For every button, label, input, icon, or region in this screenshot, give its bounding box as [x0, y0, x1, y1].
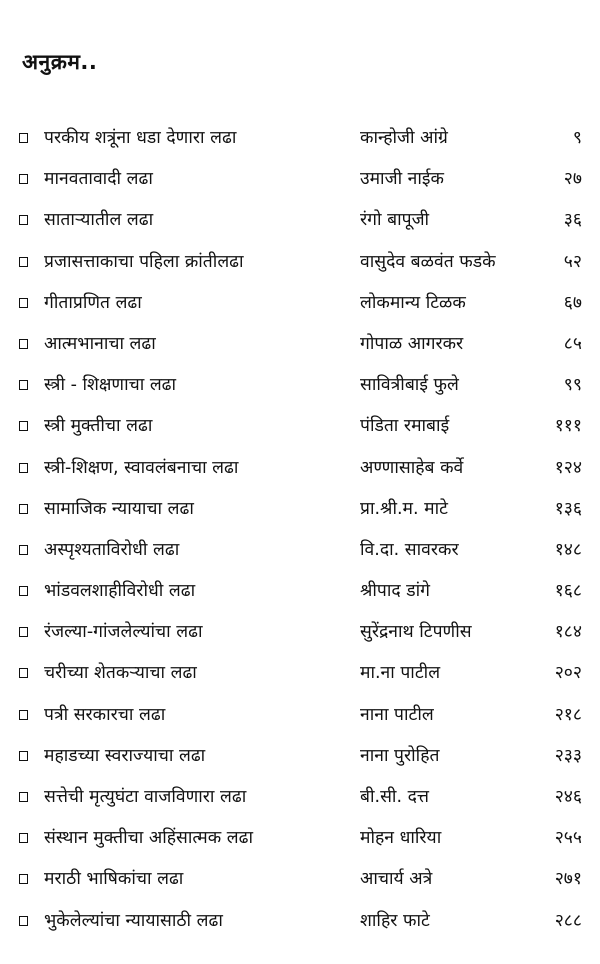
- entry-page-number: ८५: [563, 333, 582, 354]
- entry-title: अस्पृश्यताविरोधी लढा: [44, 539, 180, 560]
- entry-title: प्रजासत्ताकाचा पहिला क्रांतीलढा: [44, 251, 244, 272]
- toc-entry: [0, 818, 600, 859]
- entry-page-number: २७१: [554, 869, 582, 890]
- entry-title: स्त्री-शिक्षण, स्वावलंबनाचा लढा: [44, 457, 239, 478]
- toc-entry: [0, 736, 600, 777]
- entry-author: वि.दा. सावरकर: [360, 539, 459, 560]
- entry-page-number: २५५: [554, 828, 582, 849]
- entry-author: मोहन धारिया: [360, 828, 442, 849]
- entry-author: शाहिर फाटे: [360, 910, 430, 931]
- entry-page-number: २८८: [554, 910, 582, 931]
- square-bullet-icon: [19, 339, 28, 349]
- toc-entry: [0, 283, 600, 324]
- toc-entry: [0, 242, 600, 283]
- toc-entry: [0, 653, 600, 694]
- toc-entry: [0, 406, 600, 447]
- toc-heading: अनुक्रम..: [22, 50, 98, 74]
- toc-entry: [0, 777, 600, 818]
- entry-author: रंगो बापूजी: [360, 210, 430, 231]
- square-bullet-icon: [19, 174, 28, 184]
- entry-title: भांडवलशाहीविरोधी लढा: [44, 581, 196, 602]
- toc-entry: [0, 530, 600, 571]
- entry-page-number: २३३: [554, 745, 582, 766]
- entry-author: मा.ना पाटील: [360, 663, 441, 684]
- entry-title: परकीय शत्रूंना धडा देणारा लढा: [44, 128, 237, 148]
- toc-entry: [0, 612, 600, 653]
- entry-author: वासुदेव बळवंत फडके: [360, 251, 496, 272]
- entry-author: नाना पाटील: [360, 704, 434, 725]
- toc-entry: [0, 324, 600, 365]
- toc-entry: [0, 859, 600, 900]
- entry-title: स्त्री - शिक्षणाचा लढा: [44, 375, 177, 396]
- square-bullet-icon: [19, 215, 28, 225]
- square-bullet-icon: [19, 668, 28, 678]
- square-bullet-icon: [19, 257, 28, 267]
- entry-author: श्रीपाद डांगे: [360, 581, 430, 602]
- entry-page-number: २१८: [554, 704, 582, 725]
- entry-author: सावित्रीबाई फुले: [360, 375, 459, 396]
- entry-page-number: १११: [554, 416, 582, 437]
- entry-author: आचार्य अत्रे: [360, 869, 433, 890]
- square-bullet-icon: [19, 504, 28, 514]
- entry-page-number: १२४: [554, 457, 582, 478]
- entry-title: स्त्री मुक्तीचा लढा: [44, 416, 153, 437]
- entry-page-number: १३६: [554, 498, 582, 519]
- entry-author: अण्णासाहेब कर्वे: [360, 457, 464, 478]
- square-bullet-icon: [19, 421, 28, 431]
- toc-entry: [0, 448, 600, 489]
- entry-page-number: १८४: [554, 622, 582, 643]
- square-bullet-icon: [19, 545, 28, 555]
- entry-page-number: १६८: [554, 581, 582, 602]
- entry-author: गोपाळ आगरकर: [360, 333, 464, 354]
- toc-entry: [0, 365, 600, 406]
- entry-page-number: २७: [563, 169, 582, 190]
- entry-author: प्रा.श्री.म. माटे: [360, 498, 448, 519]
- square-bullet-icon: [19, 133, 28, 143]
- entry-title: सामाजिक न्यायाचा लढा: [44, 498, 194, 519]
- entry-page-number: २०२: [554, 663, 582, 684]
- entry-author: कान्होजी आंग्रे: [360, 128, 448, 148]
- square-bullet-icon: [19, 586, 28, 596]
- entry-page-number: ९९: [563, 375, 582, 396]
- square-bullet-icon: [19, 627, 28, 637]
- toc-entry: [0, 489, 600, 530]
- entry-title: चरीच्या शेतकऱ्याचा लढा: [44, 663, 197, 684]
- entry-title: मराठी भाषिकांचा लढा: [44, 869, 184, 890]
- entry-title: मानवतावादी लढा: [44, 169, 153, 190]
- entry-title: संस्थान मुक्तीचा अहिंसात्मक लढा: [44, 828, 254, 849]
- entry-author: नाना पुरोहित: [360, 745, 440, 766]
- toc-entry: [0, 695, 600, 736]
- entry-author: पंडिता रमाबाई: [360, 416, 450, 437]
- entry-author: लोकमान्य टिळक: [360, 292, 466, 313]
- table-of-contents: [0, 118, 600, 942]
- square-bullet-icon: [19, 463, 28, 473]
- toc-entry: [0, 200, 600, 241]
- square-bullet-icon: [19, 792, 28, 802]
- entry-title: महाडच्या स्वराज्याचा लढा: [44, 745, 206, 766]
- entry-page-number: ५२: [563, 251, 582, 272]
- toc-entry: [0, 159, 600, 200]
- entry-page-number: २४६: [554, 787, 582, 807]
- square-bullet-icon: [19, 833, 28, 843]
- entry-author: सुरेंद्रनाथ टिपणीस: [360, 622, 472, 643]
- square-bullet-icon: [19, 298, 28, 308]
- entry-title: आत्मभानाचा लढा: [44, 333, 156, 354]
- entry-title: भुकेलेल्यांचा न्यायासाठी लढा: [44, 910, 223, 931]
- entry-author: उमाजी नाईक: [360, 169, 444, 190]
- entry-title: साताऱ्यातील लढा: [44, 210, 154, 231]
- toc-entry: [0, 901, 600, 942]
- square-bullet-icon: [19, 380, 28, 390]
- toc-entry: [0, 571, 600, 612]
- entry-page-number: ९: [572, 128, 582, 148]
- entry-title: सत्तेची मृत्युघंटा वाजविणारा लढा: [44, 787, 247, 807]
- entry-title: पत्री सरकारचा लढा: [44, 704, 166, 725]
- entry-page-number: ६७: [563, 292, 582, 313]
- entry-author: बी.सी. दत्त: [360, 787, 429, 807]
- square-bullet-icon: [19, 916, 28, 926]
- square-bullet-icon: [19, 710, 28, 720]
- square-bullet-icon: [19, 751, 28, 761]
- toc-entry: [0, 118, 600, 159]
- entry-title: रंजल्या-गांजलेल्यांचा लढा: [44, 622, 203, 643]
- entry-page-number: १४८: [554, 539, 582, 560]
- square-bullet-icon: [19, 874, 28, 884]
- entry-page-number: ३६: [563, 210, 582, 231]
- entry-title: गीताप्रणित लढा: [44, 292, 142, 313]
